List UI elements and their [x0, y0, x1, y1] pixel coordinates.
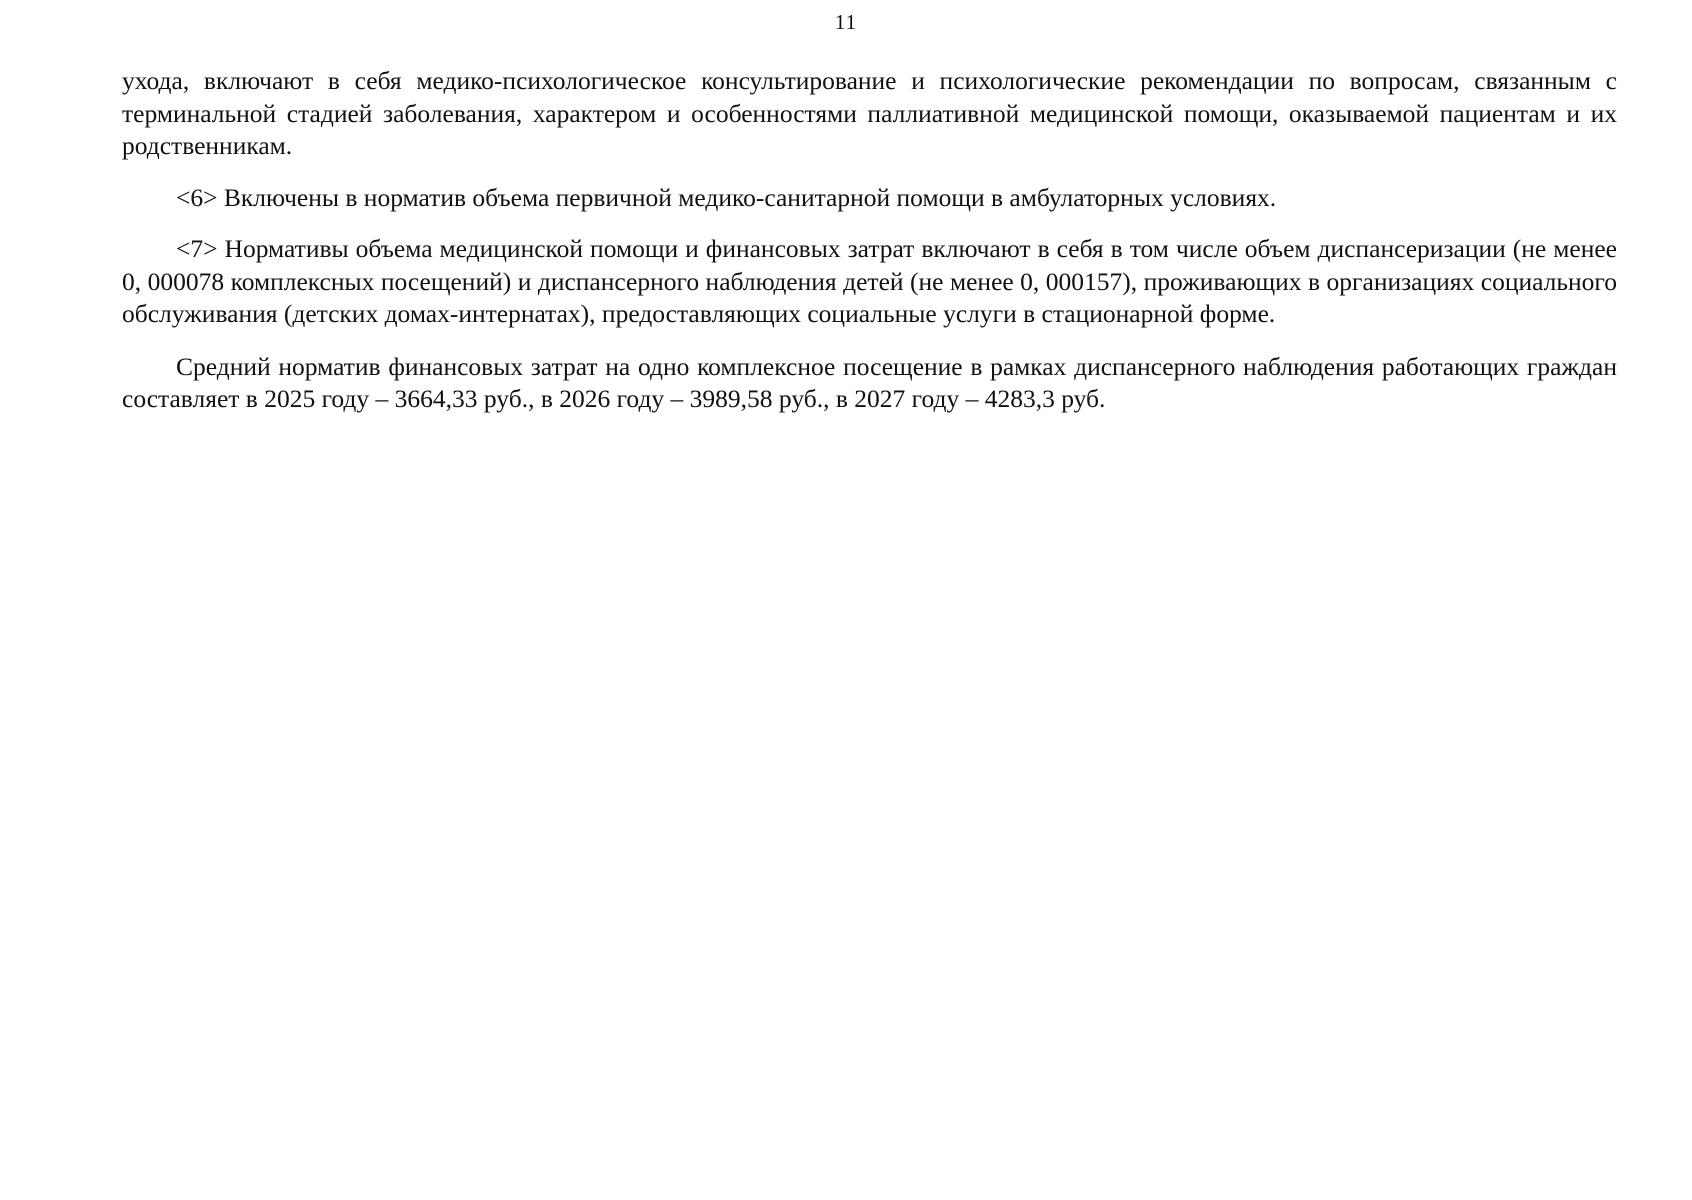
page-number: 11 [834, 10, 858, 34]
footnote-7: <7> Нормативы объема медицинской помощи и финансовых затрат включают в себя в том числе объем диспансеризации (не менее 0, 000078 комплексных посещений) и диспансерного наблюдения детей (не менее 0, 000157), проживающих в организациях социального обслуживания (детских домах-интернатах), предоставляющих социальные услуги в стационарной форме. [122, 234, 1617, 328]
footnote-6: <6> Включены в норматив объема первичной медико-санитарной помощи в амбулаторных условиях. [176, 182, 1277, 212]
paragraph-continued: ухода, включают в себя медико-психологическое консультирование и психологические рекомендации по вопросам, связанным с терминальной стадией заболевания, характером и особенностями паллиативной медицинской помощи, оказываемой пациентам и их родственникам. [122, 66, 1617, 160]
document-body [122, 65, 1617, 416]
paragraph-average-cost: Средний норматив финансовых затрат на одно комплексное посещение в рамках диспансерного наблюдения работающих граждан составляет в 2025 году – 3664,33 руб., в 2026 году – 3989,58 руб., в 2027 году – 4283,3 руб. [122, 351, 1617, 413]
